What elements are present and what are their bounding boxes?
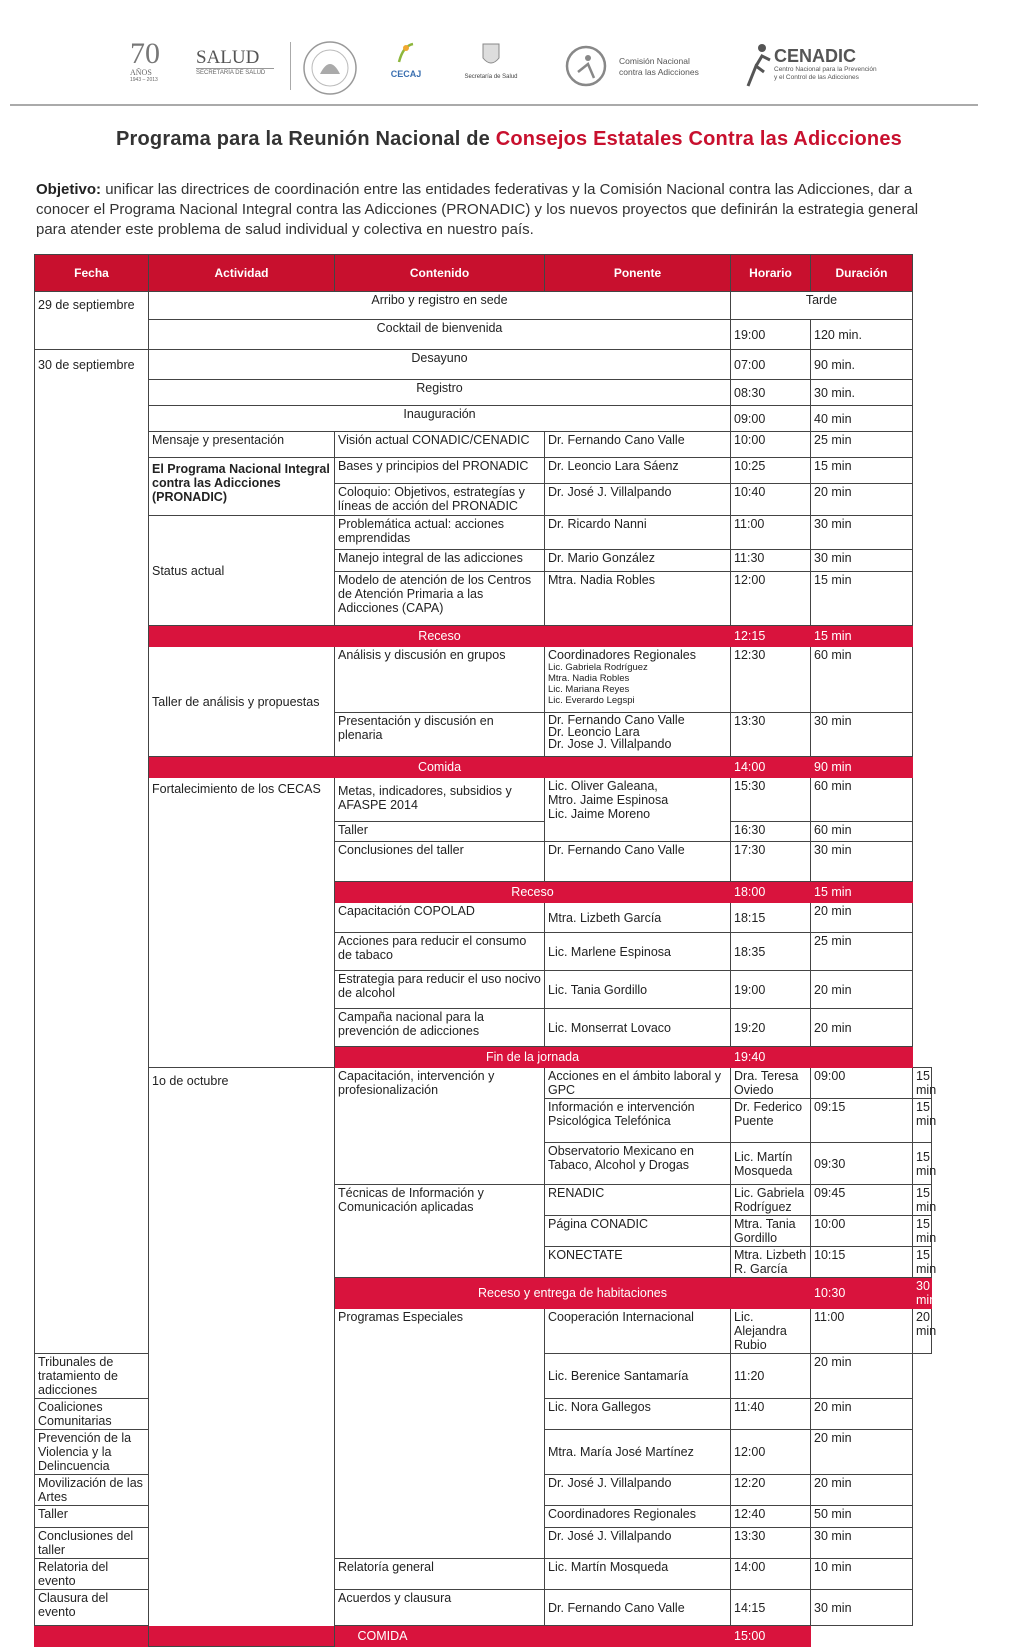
header-fecha: Fecha [35, 255, 149, 292]
duration-cell: 60 min [811, 778, 913, 822]
break-label: Fin de la jornada [335, 1047, 731, 1068]
duration-cell: 30 min [811, 713, 913, 757]
table-row [35, 292, 932, 320]
content-cell: Página CONADIC [545, 1216, 731, 1247]
time-cell: 12:30 [731, 647, 811, 713]
duration-cell: 120 min. [811, 320, 913, 350]
time-cell: 10:30 [811, 1278, 913, 1309]
break-row [35, 757, 932, 778]
duration-cell [811, 1047, 913, 1068]
table-row [35, 406, 932, 432]
table-header-row [35, 255, 932, 292]
time-cell: 17:30 [731, 842, 811, 882]
anniversary-logo: 70 AÑOS 1943 – 2013 [130, 37, 160, 83]
duration-cell: 20 min [811, 1354, 913, 1399]
time-cell: 12:00 [731, 1430, 811, 1475]
duration-cell: 30 min [811, 550, 913, 572]
time-cell: 11:00 [731, 516, 811, 550]
content-cell: Análisis y discusión en grupos [335, 647, 545, 713]
header-contenido: Contenido [335, 255, 545, 292]
duration-cell: 40 min [811, 406, 913, 432]
speaker-cell: Lic. Berenice Santamaría [545, 1354, 731, 1399]
activity-cell: Cocktail de bienvenida [149, 320, 731, 350]
objective-text: unificar las directrices de coordinación entre las entidades federativas y la Comisión Nacional contra las Adicciones, dar a conocer el Programa Nacional Integral contra las Adicciones (PRONADIC) y los nuevos proyectos que definirán la estrategia general para atender este problema de salud individual y colectiva en nuestro país. [36, 181, 919, 238]
speaker-cell: Lic. Nora Gallegos [545, 1399, 731, 1430]
speaker-cell: Lic. Alejandra Rubio [731, 1309, 811, 1354]
break-row [35, 1626, 932, 1647]
time-cell: 18:35 [731, 933, 811, 971]
content-cell: Observatorio Mexicano en Tabaco, Alcohol y Drogas [545, 1143, 731, 1185]
time-cell: 19:00 [731, 320, 811, 350]
time-cell: 14:00 [731, 757, 811, 778]
speaker-name: Coordinadores Regionales [548, 648, 697, 662]
time-cell: 10:15 [811, 1247, 913, 1278]
duration-cell: 15 min [913, 1143, 932, 1185]
cecaj-logo: CECAJ [386, 42, 426, 79]
activity-cell: Mensaje y presentación [149, 432, 335, 458]
time-cell: 09:15 [811, 1099, 913, 1143]
time-cell: 12:00 [731, 572, 811, 626]
content-cell: Taller [35, 1506, 149, 1528]
duration-cell: 20 min [811, 971, 913, 1009]
content-cell: Presentación y discusión en plenaria [335, 713, 545, 757]
speaker-cell: Dr. Mario González [545, 550, 731, 572]
activity-cell: Clausura del evento [35, 1590, 149, 1626]
time-cell: 12:15 [731, 626, 811, 647]
content-cell: KONECTATE [545, 1247, 731, 1278]
time-cell: 13:30 [731, 713, 811, 757]
content-cell: Problemática actual: acciones emprendidas [335, 516, 545, 550]
break-label: Comida [149, 757, 731, 778]
duration-cell: 10 min [811, 1559, 913, 1590]
time-cell: 07:00 [731, 350, 811, 380]
content-cell: RENADIC [545, 1185, 731, 1216]
time-cell: 08:30 [731, 380, 811, 406]
secretaria-logo: Secretaría de Salud [458, 42, 524, 81]
activity-cell: Fortalecimiento de los CECAS [149, 778, 335, 1068]
time-cell: 11:30 [731, 550, 811, 572]
activity-cell: Desayuno [149, 350, 731, 380]
content-cell: Acciones para reducir el consumo de tabaco [335, 933, 545, 971]
speaker-cell: Dr. Leoncio Lara Sáenz [545, 458, 731, 484]
content-cell: Relatoría general [335, 1559, 545, 1590]
table-row [35, 1068, 932, 1099]
content-cell: Coloquio: Objetivos, estrategías y líneas de acción del PRONADIC [335, 484, 545, 516]
page-title: Programa para la Reunión Nacional de Consejos Estatales Contra las Adicciones [115, 128, 902, 150]
activity-cell: Registro [149, 380, 731, 406]
speaker-cell: Mtra. Tania Gordillo [731, 1216, 811, 1247]
time-cell: 11:20 [731, 1354, 811, 1399]
time-cell: 10:00 [811, 1216, 913, 1247]
header-rule [10, 104, 978, 106]
program-table [34, 254, 937, 1647]
speaker-cell: Dr. José J. Villalpando [545, 1475, 731, 1506]
speaker-cell: Dr. José J. Villalpando [545, 1528, 731, 1559]
header-duracion: Duración [811, 255, 913, 292]
content-cell: Bases y principios del PRONADIC [335, 458, 545, 484]
activity-cell: Técnicas de Información y Comunicación aplicadas [335, 1185, 545, 1278]
break-label: Receso [335, 882, 731, 903]
time-cell: 18:15 [731, 903, 811, 933]
break-label: Receso y entrega de habitaciones [335, 1278, 811, 1309]
speaker-cell: Mtra. Lizbeth García [545, 903, 731, 933]
table-row [35, 380, 932, 406]
time-cell: 15:30 [731, 778, 811, 822]
duration-cell: 20 min [811, 1009, 913, 1047]
speaker-cell: Lic. Marlene Espinosa [545, 933, 731, 971]
activity-cell: El Programa Nacional Integral contra las Adicciones (PRONADIC) [149, 458, 335, 516]
activity-cell: Programas Especiales [335, 1309, 545, 1559]
speaker-cell: Lic. Martín Mosqueda [545, 1559, 731, 1590]
duration-cell: 25 min [811, 933, 913, 971]
duration-cell: 15 min [913, 1247, 932, 1278]
content-cell: Metas, indicadores, subsidios y AFASPE 2014 [335, 778, 545, 822]
duration-cell: 20 min [811, 1475, 913, 1506]
time-cell: 15:00 [731, 1626, 811, 1647]
duration-cell: 50 min [811, 1506, 913, 1528]
time-cell: 09:30 [811, 1143, 913, 1185]
duration-cell: 20 min [811, 484, 913, 516]
time-cell: 14:15 [731, 1590, 811, 1626]
content-cell: Modelo de atención de los Centros de Atención Primaria a las Adicciones (CAPA) [335, 572, 545, 626]
header-ponente: Ponente [545, 255, 731, 292]
content-cell: Movilización de las Artes [35, 1475, 149, 1506]
table-row [35, 458, 932, 484]
content-cell: Visión actual CONADIC/CENADIC [335, 432, 545, 458]
activity-cell: Inauguración [149, 406, 731, 432]
speaker-cell: Dra. Teresa Oviedo [731, 1068, 811, 1099]
time-cell: Tarde [731, 292, 913, 320]
time-cell: 19:20 [731, 1009, 811, 1047]
content-cell: Manejo integral de las adicciones [335, 550, 545, 572]
table-row [35, 647, 932, 713]
duration-cell: 90 min. [811, 350, 913, 380]
time-cell: 10:40 [731, 484, 811, 516]
content-cell: Conclusiones del taller [335, 842, 545, 882]
duration-cell: 30 min [811, 1590, 913, 1626]
speaker-cell: Mtra. Nadia Robles [545, 572, 731, 626]
content-cell: Conclusiones del taller [35, 1528, 149, 1559]
date-cell: 29 de septiembre [35, 292, 149, 350]
speaker-cell: Coordinadores Regionales [545, 1506, 731, 1528]
duration-cell: 15 min [913, 1185, 932, 1216]
speaker-cell: Dr. Fernando Cano Valle [545, 1590, 731, 1626]
content-cell: Acciones en el ámbito laboral y GPC [545, 1068, 731, 1099]
duration-cell: 60 min [811, 822, 913, 842]
duration-cell: 30 min [811, 842, 913, 882]
break-label: Receso [149, 626, 731, 647]
content-cell: Acuerdos y clausura [335, 1590, 545, 1626]
content-cell: Coaliciones Comunitarias [35, 1399, 149, 1430]
speaker-cell: Dr. Fernando Cano Valle Dr. Leoncio Lara Dr. Jose J. Villalpando [545, 713, 731, 757]
objective-paragraph [36, 180, 942, 240]
speaker-cell: Mtra. María José Martínez [545, 1430, 731, 1475]
duration-cell: 30 min. [811, 380, 913, 406]
activity-cell: Taller de análisis y propuestas [149, 647, 335, 757]
time-cell: 09:00 [811, 1068, 913, 1099]
logo-strip: 70 AÑOS 1943 – 2013 SALUD SECRETARÍA DE SALUD CECAJ Secretaría de Salud Comisión Nacional contra las Adicciones CENADIC Centro Nacional para la Prevención y el Control de las Adicciones [0, 30, 1018, 105]
content-cell: Cooperación Internacional [545, 1309, 731, 1354]
speaker-cell: Lic. Oliver Galeana, Mtro. Jaime Espinosa Lic. Jaime Moreno [545, 778, 731, 842]
speaker-cell: Dr. Fernando Cano Valle [545, 842, 731, 882]
objective-label: Objetivo: [36, 181, 102, 198]
duration-cell: 15 min [811, 458, 913, 484]
duration-cell: 20 min [811, 903, 913, 933]
time-cell: 18:00 [731, 882, 811, 903]
divider [290, 42, 291, 90]
speaker-cell: Lic. Gabriela Rodríguez [731, 1185, 811, 1216]
table-row [35, 516, 932, 550]
table-row [35, 350, 932, 380]
duration-cell: 60 min [811, 647, 913, 713]
break-row [35, 626, 932, 647]
time-cell: 11:00 [811, 1309, 913, 1354]
duration-cell: 15 min [913, 1099, 932, 1143]
speaker-cell: Mtra. Lizbeth R. García [731, 1247, 811, 1278]
activity-cell: Relatoria del evento [35, 1559, 149, 1590]
content-cell: Tribunales de tratamiento de adicciones [35, 1354, 149, 1399]
mexico-seal-icon [300, 40, 360, 101]
speaker-cell: Lic. Monserrat Lovaco [545, 1009, 731, 1047]
duration-cell: 25 min [811, 432, 913, 458]
activity-cell: Status actual [149, 516, 335, 626]
time-cell: 12:20 [731, 1475, 811, 1506]
date-cell: 30 de septiembre [35, 350, 149, 1354]
time-cell: 16:30 [731, 822, 811, 842]
activity-cell: Capacitación, intervención y profesionalización [335, 1068, 545, 1185]
duration-cell: 20 min [913, 1309, 932, 1354]
content-cell: Capacitación COPOLAD [335, 903, 545, 933]
speaker-cell: Lic. Tania Gordillo [545, 971, 731, 1009]
time-cell: 14:00 [731, 1559, 811, 1590]
time-cell: 19:40 [731, 1047, 811, 1068]
duration-cell: 30 min [811, 1528, 913, 1559]
duration-cell: 30 min [913, 1278, 932, 1309]
table-row [35, 320, 932, 350]
date-cell: 1o de octubre [149, 1068, 335, 1647]
speaker-cell: Lic. Martín Mosqueda [731, 1143, 811, 1185]
duration-cell: 20 min [811, 1399, 913, 1430]
speaker-cell [545, 647, 731, 713]
speaker-cell: Dr. Ricardo Nanni [545, 516, 731, 550]
time-cell: 19:00 [731, 971, 811, 1009]
speaker-list: Lic. Gabriela Rodríguez Mtra. Nadia Robles Lic. Mariana Reyes Lic. Everardo Legspi [548, 662, 648, 706]
table-row [35, 432, 932, 458]
header-horario: Horario [731, 255, 811, 292]
duration-cell: 90 min [811, 757, 913, 778]
time-cell: 10:25 [731, 458, 811, 484]
content-cell: Campaña nacional para la prevención de adicciones [335, 1009, 545, 1047]
time-cell: 11:40 [731, 1399, 811, 1430]
speaker-cell: Dr. Federico Puente [731, 1099, 811, 1143]
time-cell: 12:40 [731, 1506, 811, 1528]
time-cell: 09:45 [811, 1185, 913, 1216]
content-cell: Información e intervención Psicológica Telefónica [545, 1099, 731, 1143]
speaker-cell: Dr. Fernando Cano Valle [545, 432, 731, 458]
time-cell: 09:00 [731, 406, 811, 432]
break-label: COMIDA [35, 1626, 731, 1647]
salud-logo: SALUD SECRETARÍA DE SALUD [196, 48, 274, 78]
time-cell: 13:30 [731, 1528, 811, 1559]
duration-cell: 15 min [811, 882, 913, 903]
duration-cell: 15 min [811, 572, 913, 626]
duration-cell: 15 min [811, 626, 913, 647]
speaker-cell: Dr. José J. Villalpando [545, 484, 731, 516]
time-cell: 10:00 [731, 432, 811, 458]
duration-cell: 30 min [811, 516, 913, 550]
header-actividad: Actividad [149, 255, 335, 292]
content-cell: Estrategia para reducir el uso nocivo de alcohol [335, 971, 545, 1009]
duration-cell: 20 min [811, 1430, 913, 1475]
table-row [35, 778, 932, 822]
activity-cell: Arribo y registro en sede [149, 292, 731, 320]
content-cell: Prevención de la Violencia y la Delincuencia [35, 1430, 149, 1475]
duration-cell: 15 min [913, 1216, 932, 1247]
content-cell: Taller [335, 822, 545, 842]
duration-cell: 15 min [913, 1068, 932, 1099]
